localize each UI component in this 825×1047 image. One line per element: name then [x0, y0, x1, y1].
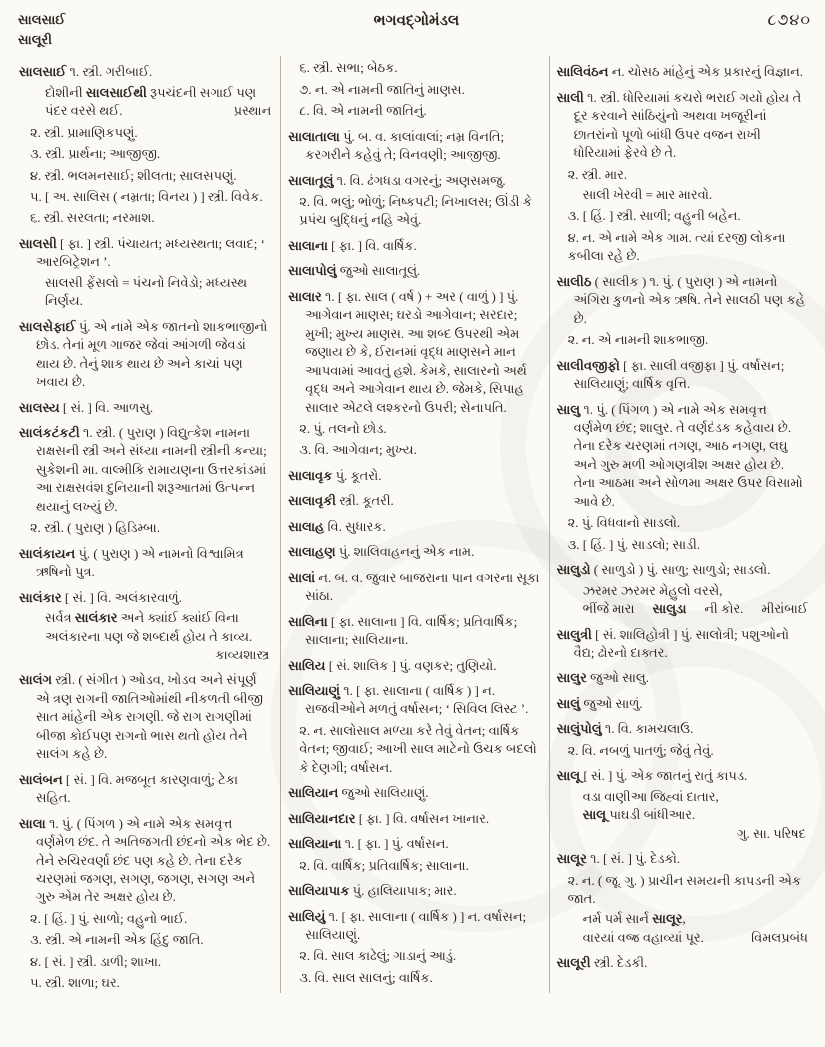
dictionary-entry: સાલંગ સ્ત્રી. ( સંગીત ) ઓડવ, ખોડવ અને સંપૂર્ણ એ ત્રણ રાગની જાતિઓમાંથી નીકળતી બીજી સાત માંહેની એક રાગણી. જે રાગ રાગણીમાં બીજા કોઈપણ રાગનો ભાસ થતો હોય તેને સાલંગ કહે છે. — [19, 672, 263, 762]
quote-line: દોશીની સાલસાઈથી રૂપચંદની સગાઈ પણ — [45, 84, 257, 100]
dictionary-entry: સાલુત્રી [ સં. શાલિહોત્રી ] પું. સાલોત્રી; પશુઓનો વૈદ્ય; ઢોરનો દાક્તર. — [556, 626, 789, 660]
sense-line: ૪. [ સં. ] સ્ત્રી. ડાળી; શાખા. — [30, 953, 162, 969]
quote-line: વારયાં વજ્ર વહાવ્યાં પૂર. વિમલપ્રબંધ — [583, 929, 808, 947]
dictionary-entry: સાલસેફાઈ પું. એ નામે એક જાતનો શાકભાજીનો છોડ. તેનાં મૂળ ગાજર જેવાં આંગળી જેવડાં થાય છે. તેનું શાક થાય છે અને કાચાં પણ ખવાય છે. — [19, 318, 268, 390]
dictionary-entry: સાલૂરી સ્ત્રી. દેડકી. — [556, 955, 648, 971]
quote-attribution: વિમલપ્રબંધ — [751, 929, 808, 945]
dictionary-entry: સાલસાઈ ૧. સ્ત્રી. ગરીબાઈ. — [19, 64, 153, 80]
sense-line: ૨. સ્ત્રી. ( પુરાણ ) હિડિમ્બા. — [30, 520, 160, 536]
sense-line: ૨. ન. એ નામની શાકભાજી. — [567, 332, 709, 348]
quote-line: અલંકારના પણ જે શબ્દાર્થ હોય તે કાવ્ય. — [45, 628, 253, 644]
sense-line: ૨. પું. વિધવાનો સાડલો. — [567, 515, 681, 531]
dictionary-entry: સાલૂર ૧. [ સં. ] પું. દેડકો. — [556, 851, 681, 867]
dictionary-entry: સાલાતૂલું ૧. વિ. ઢંગધડા વગરનું; અણસમજુ. — [288, 172, 506, 188]
columns-container — [12, 56, 817, 992]
page-number: ૮૭૪૦ — [767, 12, 811, 29]
dictionary-entry: સાલિયાન જુઓ સાલિયાણું. — [288, 785, 429, 801]
sense-line: ૨. [ હિં. ] પું. સાળો; વહુનો ભાઈ. — [30, 910, 188, 926]
sense-line: ૭. ન. એ નામની જાતિનું માણસ. — [299, 81, 465, 97]
sense-line: ૨. વિ. ભલું; ભોળું; નિષ્કપટી; નિખાલસ; ઊંડી કે પ્રપંચ બુદ્ધિનું નહિ એવું. — [299, 194, 532, 228]
dictionary-entry: સાલસ્ય [ સં. ] વિ. આળસુ. — [19, 399, 154, 415]
quote-line: નર્મ પર્મ સાર્ન સાલૂર, — [582, 911, 686, 927]
dictionary-entry: સાલી ૧. સ્ત્રી. ધોરિયામાં કચરો ભરાઈ ગયો હોય તે દૂર કરવાને સાંઠિયુંનો અથવા ખજૂરીનાં છાતરાંનો પૂળો બાંધી ઉપર વજન રાખી ધોરિયામાં ફેરવે છે તે. — [556, 89, 802, 161]
column-2 — [280, 56, 548, 992]
sense-line: ૨. સ્ત્રી. માર. — [567, 166, 628, 182]
column-3 — [549, 56, 817, 992]
sense-line: ૨. ન. ( જૂ. ગુ. ) પ્રાચીન સમયની કાપડની એક જાત. — [567, 872, 802, 906]
dictionary-entry: સાલિના [ ફા. સાલાના ] વિ. વાર્ષિક; પ્રતિવાર્ષિક; સાલાના; સાલિયાના. — [288, 613, 518, 648]
sense-line: ૨. પું. તલનો છોડ. — [299, 420, 387, 436]
sense-line: ૨. વિ. વાર્ષિક; પ્રતિવાર્ષિક; સાલાના. — [299, 857, 469, 873]
quote-block — [19, 274, 271, 311]
quote-line: ભીંજે મારા સાલુડા ની કોર. મીરાંબાઈ — [583, 600, 808, 618]
dictionary-entry: સાલુર જુઓ સાલુ. — [556, 670, 649, 686]
dictionary-entry: સાલિય [ સં. શાલિક ] પું. વણકર; તુણિયો. — [288, 657, 497, 673]
guide-word-top: સાલસાઈ — [18, 12, 66, 27]
sense-line: ૩. વિ. આગેવાન; મુખ્ય. — [299, 442, 417, 458]
dictionary-entry: સાલાં ન. બ. વ. જુવાર બાજરાના પાન વગરના સૂકા સાંઠા. — [288, 569, 540, 604]
guide-word-bottom: સાલૂરી — [18, 32, 52, 48]
dictionary-entry: સાલંકાયન પું. ( પુરાણ ) એ નામનો વિશ્વામિત્ર ઋષિનો પુત્ર. — [19, 545, 244, 580]
dictionary-entry: સાલાના [ ફા. ] વિ. વાર્ષિક. — [288, 237, 417, 253]
dictionary-entry: સાલાવૃક પું. કૂતરો. — [288, 467, 382, 483]
dictionary-entry: સાલાપોલું જુઓ સાલાતૂલું. — [288, 263, 421, 279]
dictionary-entry: સાલંકાર [ સં. ] વિ. અલંકારવાળું. — [19, 589, 182, 605]
dictionary-entry: સાલુ ૧. પું. ( પિંગળ ) એ નામે એક સમવૃત્ત વર્ણમેળ છંદ; શાલુર. તે વર્ણદંડક કહેવાય છે. તેના દરેક ચરણમાં તગણ, આઠ નગણ, લઘુ અને ગુરુ મળી ઓગણત્રીશ અક્ષર હોય છે. તેના આઠમા અને સોળમા અક્ષર ઉપર વિસામો આવે છે. — [556, 401, 803, 509]
quote-line: વડા વાણીઆ જિહ્વાં દાતાર, — [582, 788, 719, 804]
sense-line: ૪. ન. એ નામે એક ગામ. ત્યાં દરજી લોકના કબીલા રહે છે. — [567, 229, 786, 264]
quote-block — [557, 582, 808, 619]
sense-line: ૩. [ હિં. ] પું. સાડલો; સાડી. — [567, 536, 701, 552]
book-title: ભગવદ્ગોમંડલ — [373, 13, 460, 29]
sense-line: ૪. સ્ત્રી. ભલમનસાઈ; શીલતા; સાલસપણું. — [30, 167, 237, 183]
quote-line: સાલી ખેરવી = માર મારવો. — [582, 187, 713, 202]
dictionary-entry: સાલિયાનદાર [ ફા. ] વિ. વર્ષાસન ખાનાર. — [288, 810, 490, 826]
dictionary-entry: સાલાવૃકી સ્ત્રી. કૂતરી. — [288, 493, 394, 509]
sense-line: ૬. સ્ત્રી. સરલતા; નરમાશ. — [30, 210, 155, 226]
dictionary-entry: સાલુંપોલું ૧. વિ. કામચલાઉ. — [556, 721, 694, 737]
quote-line: નિર્ણય. — [45, 293, 83, 309]
page-header — [12, 8, 817, 50]
quote-line: પંદર વરસે થઈ. પ્રસ્થાન — [45, 102, 271, 120]
quote-block — [557, 788, 808, 843]
quote-line: સાલસી ફેંસલો = પંચનો નિવેડો; મધ્યસ્થ — [45, 274, 248, 290]
dictionary-entry: સાલિયાના ૧. [ ફા. ] પું. વર્ષાસન. — [288, 836, 449, 852]
dictionary-entry: સાલાર ૧. [ ફા. સાલ ( વર્ષ ) + અર ( વાળું ) ] પું. આગેવાન માણસ; ઘરડો આગેવાન; સરદાર; મુખી; મુખ્ય માણસ. આ શબ્દ ઉપરથી એમ જણાય છે કે, ઈરાનમાં વૃદ્ધ માણસને માન આપવામાં આવતું હશે. કેમકે, સાલારનો અર્થ વૃદ્ધ અને આગેવાન થાય છે. જેમકે, સિપાહ સાલાર એટલે લશ્કરનો ઉપરી; સેનાપતિ. — [288, 288, 527, 415]
dictionary-entry: સાલુડો ( સાળુડો ) પું. સાળુ; સાળુડો; સાડલો. — [556, 562, 771, 578]
dictionary-entry: સાલિયું ૧. [ ફા. સાલાના ( વાર્ષિક ) ] ન. વર્ષાસન; સાલિયાણું. — [288, 908, 527, 942]
dictionary-entry: સાલસી [ ફા. ] સ્ત્રી. પંચાયત; મધ્યસ્થતા; લવાદ; ‘ આરબિટ્રેશન ’. — [19, 235, 265, 270]
quote-block — [19, 609, 271, 664]
quote-attribution: ગુ. સા. પરિષદ — [737, 825, 806, 841]
dictionary-entry: સાલંબન [ સં. ] વિ. મજબૂત કારણવાળું; ટેકા સહિત. — [19, 771, 239, 806]
dictionary-entry: સાલું જુઓ સાળું. — [556, 695, 643, 711]
quote-block — [557, 910, 808, 947]
dictionary-entry: સાલા ૧. પું. ( પિંગળ ) એ નામે એક સમવૃત્ત વર્ણમેળ છંદ. તે અતિજગતી છંદનો એક ભેદ છે. તેને રુચિરવર્ણા છંદ પણ કહે છે. તેના દરેક ચરણમાં જગણ, સગણ, જગણ, સગણ અને ગુરુ એમ તેર અક્ષર હોય છે. — [19, 815, 271, 905]
sense-line: ૬. સ્ત્રી. સભા; બેઠક. — [299, 60, 398, 76]
sense-line: ૨. ન. સાલોસાલ મળ્યા કરે તેવું વેતન; વાર્ષિક વેતન; જીવાઈ; આખી સાલ માટેનો ઉચક બદલો કે દેણગી; વર્ષાસન. — [299, 722, 537, 775]
sense-line: ૨. વિ. સાલ કાઢેલું; ગાડાનું આડું. — [299, 948, 457, 964]
quote-line: સર્વત્ર સાલંકાર અને ક્યાંઈ ક્યાંઈ વિના — [45, 610, 239, 626]
sense-line: ૫. [ અ. સાલિસ ( નમ્રતા; વિનય ) ] સ્ત્રી. વિવેક. — [30, 189, 263, 204]
sense-line: ૫. સ્ત્રી. શાળા; ઘર. — [30, 975, 120, 991]
sense-line: ૨. સ્ત્રી. પ્રામાણિકપણું. — [30, 124, 138, 140]
sense-line: ૩. સ્ત્રી. એ નામની એક હિંદુ જાતિ. — [30, 932, 204, 948]
dictionary-entry: સાલિવંઠન ન. ચોસઠ માંહેનું એક પ્રકારનું વિજ્ઞાન. — [556, 64, 804, 80]
dictionary-entry: સાલૂ [ સં. ] પું. એક જાતનું રાતું કાપડ. — [556, 768, 748, 784]
dictionary-entry: સાલીઠ ( સાલીક ) ૧. પું. ( પુરાણ ) એ નામનો અંગિરા કુળનો એક ઋષિ. તેને સાલઠી પણ કહે છે. — [556, 273, 805, 326]
quote-attribution: મીરાંબાઈ — [761, 601, 808, 617]
dictionary-entry: સાલંકટંકટી ૧. સ્ત્રી. ( પુરાણ ) વિદ્યુત્કેશ નામના રાક્ષસની સ્ત્રી અને સંધ્યા નામની સ્ત્રીની કન્યા; સુકેશની મા. વાલ્મીકિ રામાયણના ઉત્તરકાંડમાં આ રાક્ષસવંશ દુનિયાની શરૂઆતમાં ઉત્પન્ન થયાનું લખ્યું છે. — [19, 424, 267, 514]
dictionary-entry: સાલાતાલા પું. બ. વ. કાલાંવાલાં; નમ્ર વિનતિ; કરગરીને કહેવું તે; વિનવણી; આજીજી. — [288, 128, 505, 163]
dictionary-entry: સાલિયાપાક પું. હાલિયાપાક; માર. — [288, 883, 457, 899]
sense-line: ૨. વિ. નબળું પાતળું; જેવું તેવું. — [567, 742, 714, 758]
sense-line: ૩. [ હિં. ] સ્ત્રી. સાળી; વહુની બહેન. — [567, 208, 741, 224]
dictionary-entry: સાલિયાણું ૧. [ ફા. સાલાના ( વાર્ષિક ) ] ન. રાજવીઓને મળતું વર્ષાસન; ‘ સિવિલ લિસ્ટ ’. — [288, 682, 529, 717]
sense-line: ૩. વિ. સાલ સાલનું; વાર્ષિક. — [299, 969, 433, 985]
guide-words — [18, 10, 65, 50]
quote-attribution: કાવ્યશાસ્ત્ર — [215, 646, 270, 662]
quote-line: ઝરમર ઝરમર મેહુલો વરસે, — [582, 582, 723, 598]
quote-block — [19, 84, 271, 121]
quote-block — [557, 186, 808, 204]
dictionary-entry: સાલાહણ પું. શાલિવાહનનું એક નામ. — [288, 544, 475, 560]
column-1 — [12, 56, 280, 992]
dictionary-entry: સાલાહ વિ. સુધારક. — [288, 518, 386, 534]
quote-attribution: પ્રસ્થાન — [233, 103, 272, 119]
sense-line: ૮. વિ. એ નામની જાતિનું. — [299, 103, 427, 119]
dictionary-entry: સાલીવજીફો [ ફા. સાલી વજીફા ] પું. વર્ષાસન; સાલિયાણું; વાર્ષિક વૃત્તિ. — [556, 357, 785, 392]
quote-line: સાલૂ પાઘડી બાંધીઆર. — [582, 807, 696, 823]
sense-line: ૩. સ્ત્રી. પ્રાર્થના; આજીજી. — [30, 146, 161, 162]
